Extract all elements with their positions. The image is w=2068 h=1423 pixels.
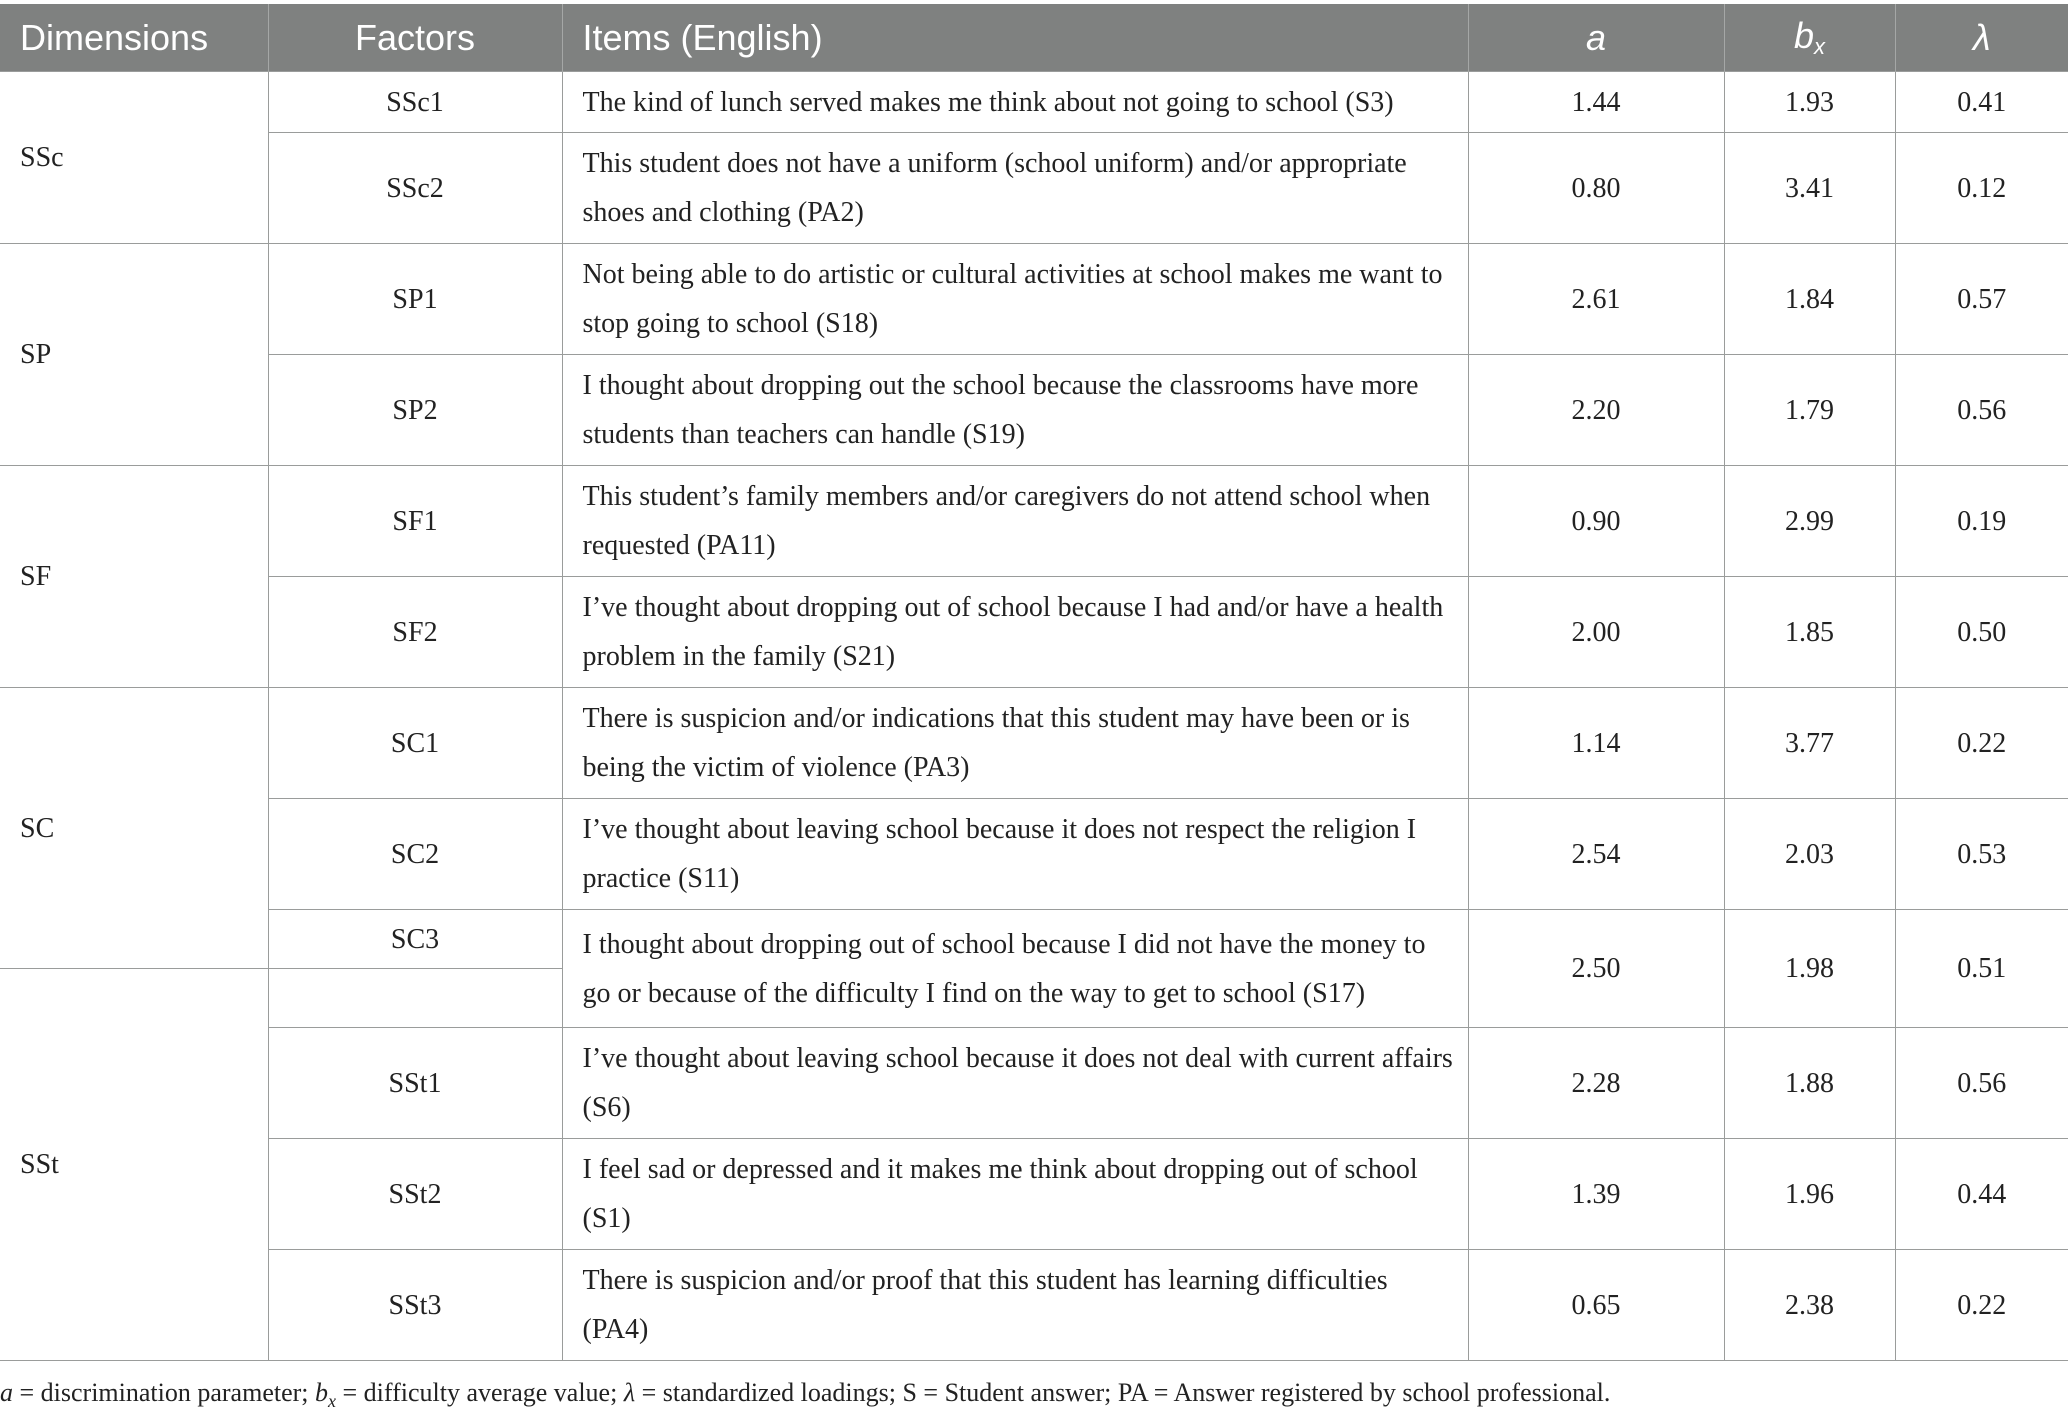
factor-cell: SSt1: [268, 1028, 562, 1139]
header-dimensions: Dimensions: [0, 4, 268, 72]
header-bx: [1724, 4, 1895, 72]
lambda-cell: 0.22: [1895, 688, 2068, 799]
bx-cell: 1.79: [1724, 355, 1895, 466]
factor-cell: SP2: [268, 355, 562, 466]
lambda-cell: 0.12: [1895, 133, 2068, 244]
item-cell: There is suspicion and/or indications that this student may have been or is being the victim of violence (PA3): [562, 688, 1468, 799]
bx-cell: 1.96: [1724, 1139, 1895, 1250]
footnote-b-symbol: b: [315, 1378, 329, 1407]
header-lambda: [1895, 4, 2068, 72]
factor-cell: SC3: [268, 910, 562, 969]
a-cell: 2.20: [1468, 355, 1724, 466]
bx-cell: 1.85: [1724, 577, 1895, 688]
table-row: [0, 244, 2068, 355]
bx-cell: 1.98: [1724, 910, 1895, 1028]
item-cell: I thought about dropping out of school because I did not have the money to go or because of the difficulty I find on the way to get to school (S17): [562, 910, 1468, 1028]
dimension-sp: SP: [0, 244, 268, 466]
lambda-cell: 0.56: [1895, 1028, 2068, 1139]
lambda-cell: 0.56: [1895, 355, 2068, 466]
table-row: [0, 688, 2068, 799]
a-cell: 0.90: [1468, 466, 1724, 577]
lambda-cell: 0.57: [1895, 244, 2068, 355]
dimension-sst: SSt: [0, 969, 268, 1361]
factor-cell: SP1: [268, 244, 562, 355]
a-cell: 2.61: [1468, 244, 1724, 355]
table-row: [0, 466, 2068, 577]
bx-cell: 2.03: [1724, 799, 1895, 910]
footnote-a-symbol: a: [0, 1378, 13, 1407]
bx-cell: 1.88: [1724, 1028, 1895, 1139]
table-row: [0, 577, 2068, 688]
lambda-cell: 0.22: [1895, 1250, 2068, 1361]
bx-cell: 1.93: [1724, 72, 1895, 133]
item-cell: I feel sad or depressed and it makes me think about dropping out of school (S1): [562, 1139, 1468, 1250]
table-row: [0, 799, 2068, 910]
bx-cell: 2.99: [1724, 466, 1895, 577]
dimension-sc: SC: [0, 688, 268, 969]
table-row: [0, 1028, 2068, 1139]
lambda-cell: 0.53: [1895, 799, 2068, 910]
header-a: [1468, 4, 1724, 72]
item-cell: The kind of lunch served makes me think about not going to school (S3): [562, 72, 1468, 133]
footnote-b-subscript: x: [328, 1391, 337, 1412]
table-row: [0, 910, 2068, 969]
item-cell: I’ve thought about leaving school because it does not deal with current affairs (S6): [562, 1028, 1468, 1139]
dimension-sf: SF: [0, 466, 268, 688]
a-cell: 2.28: [1468, 1028, 1724, 1139]
factor-cell: SSt3: [268, 1250, 562, 1361]
footnote-b-definition: = difficulty average value;: [336, 1378, 624, 1407]
a-cell: 1.14: [1468, 688, 1724, 799]
lambda-cell: 0.19: [1895, 466, 2068, 577]
a-cell: 2.50: [1468, 910, 1724, 1028]
item-cell: This student does not have a uniform (school uniform) and/or appropriate shoes and clothing (PA2): [562, 133, 1468, 244]
header-bx-subscript: x: [1814, 34, 1826, 59]
table-row: [0, 72, 2068, 133]
item-cell: Not being able to do artistic or cultural activities at school makes me want to stop going to school (S18): [562, 244, 1468, 355]
table-row: [0, 1139, 2068, 1250]
header-lambda-symbol: λ: [1972, 16, 1991, 58]
bx-cell: 3.77: [1724, 688, 1895, 799]
footnote-a-definition: = discrimination parameter;: [13, 1378, 316, 1407]
item-cell: There is suspicion and/or proof that this student has learning difficulties (PA4): [562, 1250, 1468, 1361]
header-a-symbol: a: [1585, 16, 1607, 58]
factor-cell: SSc2: [268, 133, 562, 244]
lambda-cell: 0.51: [1895, 910, 2068, 1028]
a-cell: 1.44: [1468, 72, 1724, 133]
a-cell: 2.54: [1468, 799, 1724, 910]
bx-cell: 3.41: [1724, 133, 1895, 244]
table-row: [0, 1250, 2068, 1361]
lambda-cell: 0.41: [1895, 72, 2068, 133]
header-factors: Factors: [268, 4, 562, 72]
a-cell: 0.80: [1468, 133, 1724, 244]
factor-cell: SSt2: [268, 1139, 562, 1250]
factor-loadings-table: [0, 4, 2068, 1361]
header-bx-symbol: b: [1793, 15, 1815, 56]
a-cell: 2.00: [1468, 577, 1724, 688]
bx-cell: 1.84: [1724, 244, 1895, 355]
factor-cell: SC2: [268, 799, 562, 910]
header-items: Items (English): [562, 4, 1468, 72]
header-row: [0, 4, 2068, 72]
footnote-lambda-symbol: λ: [623, 1378, 636, 1407]
table-row: [0, 355, 2068, 466]
a-cell: 1.39: [1468, 1139, 1724, 1250]
item-cell: I thought about dropping out the school because the classrooms have more students than teachers can handle (S19): [562, 355, 1468, 466]
bx-cell: 2.38: [1724, 1250, 1895, 1361]
factor-cell: SSc1: [268, 72, 562, 133]
footnote-lambda-definition: = standardized loadings; S = Student answer; PA = Answer registered by school professional.: [635, 1378, 1611, 1407]
table-row: [0, 133, 2068, 244]
item-cell: This student’s family members and/or caregivers do not attend school when requested (PA11): [562, 466, 1468, 577]
lambda-cell: 0.50: [1895, 577, 2068, 688]
factor-cell: SC1: [268, 688, 562, 799]
lambda-cell: 0.44: [1895, 1139, 2068, 1250]
factor-cell-empty: [268, 969, 562, 1028]
factor-cell: SF2: [268, 577, 562, 688]
item-cell: I’ve thought about leaving school because it does not respect the religion I practice (S11): [562, 799, 1468, 910]
factor-cell: SF1: [268, 466, 562, 577]
dimension-ssc: SSc: [0, 72, 268, 244]
a-cell: 0.65: [1468, 1250, 1724, 1361]
table-footnote: [0, 1378, 2068, 1412]
item-cell: I’ve thought about dropping out of school because I had and/or have a health problem in the family (S21): [562, 577, 1468, 688]
